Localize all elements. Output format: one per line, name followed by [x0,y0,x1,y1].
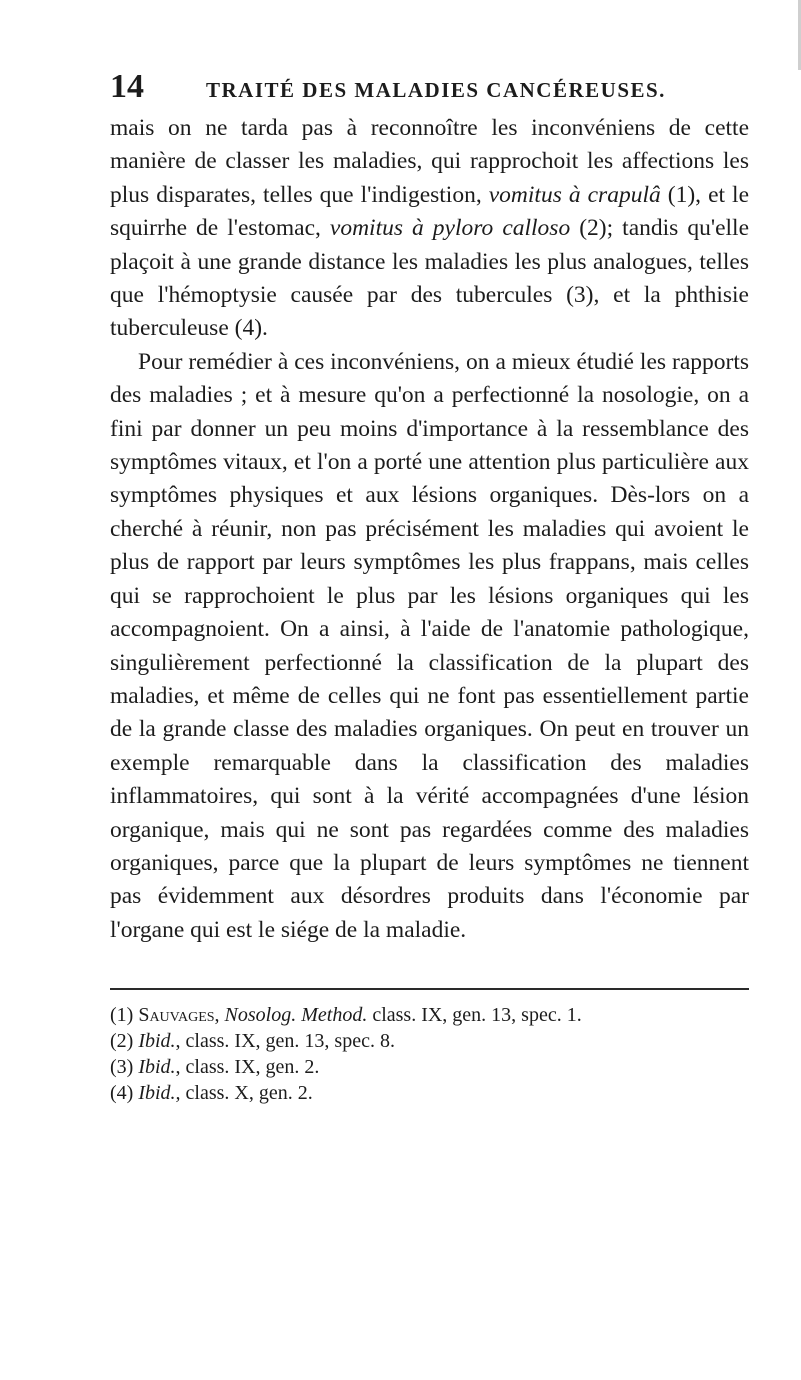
footnote-4: (4) Ibid., class. X, gen. 2. [110,1082,313,1105]
page-number: 14 [110,68,144,105]
footnote-2: (2) Ibid., class. IX, gen. 13, spec. 8. [110,1030,395,1053]
running-title: TRAITÉ DES MALADIES CANCÉREUSES. [206,78,666,102]
paragraph-2: Pour remédier à ces inconvéniens, on a mieux étudié les rapports des maladies ; et à mesure qu'on a perfectionné la nosologie, on a fini par donner un peu moins d'importance à la ressemblance des symptômes vitaux, et l'on a porté une attention plus particulière aux symptômes physiques et aux lésions organiques. Dès-lors on a cherché à réunir, non pas précisément les maladies qui avoient le plus de rapport par leurs symptômes les plus frappans, mais celles qui se rapprochoient le plus par les lésions organiques qui les accompagnoient. On a ainsi, à l'aide de l'anatomie pathologique, singulièrement perfectionné la classification de la plupart des maladies, et même de celles qui ne font pas essentiellement partie de la grande classe des maladies organiques. On peut en trouver un exemple remarquable dans la classification des maladies inflammatoires, qui sont à la vérité accompagnées d'une lésion organique, mais qui ne sont pas regardées comme des maladies organiques, parce que la plupart de leurs symptômes ne tiennent pas évidemment aux désordres produits dans l'économie par l'organe qui est le siége de la maladie. [110,348,749,943]
paragraph-1: mais on ne tarda pas à reconnoître les inconvéniens de cette manière de classer les maladies, qui rapprochoit les affections les plus disparates, telles que l'indigestion, vomitus à crapulâ (1), et le squirrhe de l'estomac, vomitus à pyloro calloso (2); tandis qu'elle plaçoit à une grande distance les maladies les plus analogues, telles que l'hémoptysie causée par des tubercules (3), et la phthisie tuberculeuse (4). [110,115,750,342]
footnote-3: (3) Ibid., class. IX, gen. 2. [110,1056,320,1079]
running-head [110,68,749,106]
footnote-rule [110,988,749,990]
main-text [110,112,749,947]
latin-term: vomitus à pyloro calloso [329,215,571,242]
footnotes [110,1002,749,1106]
latin-term: vomitus à crapulâ [488,181,661,208]
footnote-1: (1) Sauvages, Nosolog. Method. class. IX, gen. 13, spec. 1. [110,1004,582,1027]
